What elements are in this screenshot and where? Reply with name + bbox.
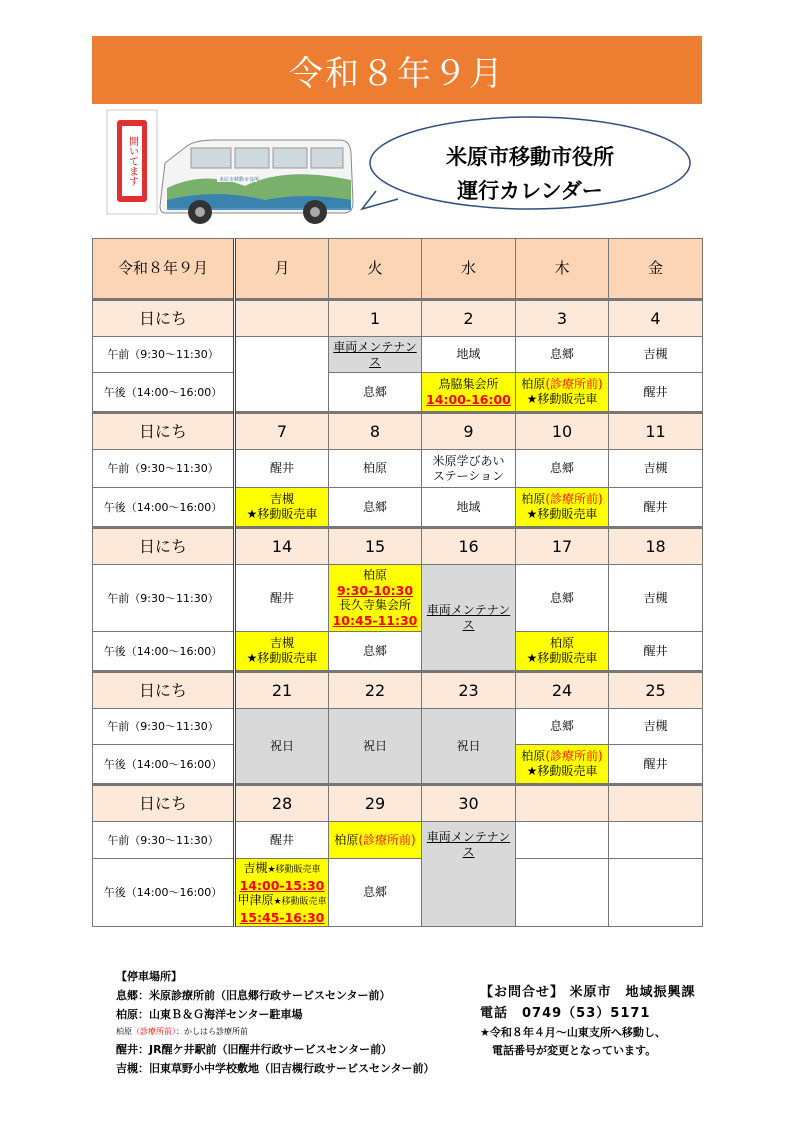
schedule-cell <box>516 632 609 672</box>
day-label: 日にち <box>93 672 235 709</box>
sign-text: 開いてます <box>126 136 138 186</box>
schedule-cell: 息郷 <box>329 859 422 927</box>
pm-label: 午後（14:00～16:00） <box>93 488 235 528</box>
holiday-cell: 祝日 <box>329 709 422 785</box>
schedule-cell <box>235 488 329 528</box>
schedule-cell: 醒井 <box>235 450 329 488</box>
place-name: 鳥脇集会所 <box>438 377 499 391</box>
am-label: 午前（9:30～11:30） <box>93 337 235 373</box>
schedule-cell: 吉槻 <box>609 337 703 373</box>
place-name: 米原学びあい <box>432 453 505 468</box>
schedule-cell: 醒井 <box>235 822 329 859</box>
date-cell: 10 <box>516 413 609 450</box>
date-cell: 23 <box>422 672 516 709</box>
stop-location: 柏原：山東Ｂ＆Ｇ海洋センター駐車場 <box>116 1008 303 1021</box>
weekday-fri: 金 <box>609 239 703 300</box>
date-cell: 8 <box>329 413 422 450</box>
place-name: 柏原 <box>521 377 546 391</box>
schedule-cell <box>609 859 703 927</box>
schedule-cell: 息郷 <box>516 565 609 632</box>
schedule-cell <box>235 632 329 672</box>
place-name: 長久寺集会所 <box>338 598 411 612</box>
schedule-cell <box>422 450 516 488</box>
bubble-title <box>400 140 660 208</box>
schedule-cell: 車両メンテナンス <box>422 822 516 927</box>
schedule-cell <box>516 822 609 859</box>
date-cell: 9 <box>422 413 516 450</box>
van-side-text: 米原市移動市役所 <box>219 177 260 183</box>
place-name: 柏原 <box>549 636 574 650</box>
place-name: 柏原 <box>334 832 359 847</box>
bubble-title-line1: 米原市移動市役所 <box>446 145 614 169</box>
schedule-cell <box>329 565 422 632</box>
place-note: (診療所前) <box>545 377 603 391</box>
place-note: (診療所前) <box>545 492 603 506</box>
stop-locations-heading: 【停車場所】 <box>116 970 182 983</box>
day-label: 日にち <box>93 528 235 565</box>
schedule-cell: 吉槻 <box>609 565 703 632</box>
weekday-tue: 火 <box>329 239 422 300</box>
schedule-cell: 醒井 <box>235 565 329 632</box>
schedule-cell: 地域 <box>422 337 516 373</box>
contact-phone: 電話 0749（53）5171 <box>480 1006 651 1021</box>
place-name: 柏原 <box>521 492 546 506</box>
schedule-cell: 地域 <box>422 488 516 528</box>
date-cell: 24 <box>516 672 609 709</box>
schedule-cell <box>516 745 609 785</box>
schedule-cell <box>516 859 609 927</box>
contact-info <box>480 982 696 1060</box>
schedule-cell <box>516 373 609 413</box>
mobile-shop-note: ★移動販売車 <box>526 651 598 665</box>
date-cell <box>516 785 609 822</box>
date-cell: 28 <box>235 785 329 822</box>
schedule-cell: 醒井 <box>609 632 703 672</box>
schedule-cell: 醒井 <box>609 745 703 785</box>
date-cell: 11 <box>609 413 703 450</box>
schedule-cell <box>329 822 422 859</box>
contact-heading: 【お問合せ】 米原市 地域振興課 <box>480 985 696 1000</box>
pm-label: 午後（14:00～16:00） <box>93 745 235 785</box>
mobile-shop-note: ★移動販売車 <box>526 507 598 521</box>
place-name: 柏原 <box>521 749 546 763</box>
weekday-mon: 月 <box>235 239 329 300</box>
mobile-shop-note: ★移動販売車 <box>246 651 318 665</box>
date-cell <box>235 300 329 337</box>
date-cell: 25 <box>609 672 703 709</box>
mobile-shop-note: ★移動販売車 <box>267 864 321 875</box>
schedule-cell <box>235 859 329 927</box>
time-range: 14:00-15:30 <box>239 877 325 893</box>
am-label: 午前（9:30～11:30） <box>93 822 235 859</box>
bubble-title-line2: 運行カレンダー <box>457 179 603 203</box>
schedule-cell: 車両メンテナンス <box>329 337 422 373</box>
date-cell: 29 <box>329 785 422 822</box>
date-cell: 16 <box>422 528 516 565</box>
schedule-cell: 醒井 <box>609 373 703 413</box>
day-label: 日にち <box>93 413 235 450</box>
place-name: ステーション <box>432 468 505 483</box>
schedule-cell <box>609 822 703 859</box>
date-cell: 2 <box>422 300 516 337</box>
place-note: (診療所前) <box>358 832 416 847</box>
time-range: 9:30-10:30 <box>336 583 414 598</box>
schedule-cell: 息郷 <box>329 488 422 528</box>
am-label: 午前（9:30～11:30） <box>93 450 235 488</box>
calendar-month-header: 令和８年９月 <box>93 239 235 300</box>
time-range: 10:45-11:30 <box>332 613 418 628</box>
schedule-cell: 息郷 <box>516 337 609 373</box>
weekday-thu: 木 <box>516 239 609 300</box>
schedule-cell: 息郷 <box>516 450 609 488</box>
contact-note: 電話番号が変更となっています。 <box>492 1044 657 1057</box>
date-cell <box>609 785 703 822</box>
schedule-cell: 醒井 <box>609 488 703 528</box>
schedule-cell <box>422 373 516 413</box>
mobile-shop-note: ★移動販売車 <box>246 507 318 521</box>
am-label: 午前（9:30～11:30） <box>93 565 235 632</box>
van-illustration <box>105 108 365 228</box>
date-cell: 21 <box>235 672 329 709</box>
pm-label: 午後（14:00～16:00） <box>93 859 235 927</box>
stop-location: 吉槻：旧東草野小中学校敷地（旧吉槻行政サービスセンター前） <box>116 1062 435 1075</box>
stop-location-sub <box>116 1024 435 1040</box>
place-name: 吉槻 <box>269 636 294 650</box>
page-title: 令和８年９月 <box>92 36 702 104</box>
weekday-wed: 水 <box>422 239 516 300</box>
date-cell: 18 <box>609 528 703 565</box>
date-cell: 1 <box>329 300 422 337</box>
date-cell: 4 <box>609 300 703 337</box>
date-cell: 15 <box>329 528 422 565</box>
stop-locations <box>116 967 435 1078</box>
place-name: 柏原 <box>362 568 387 582</box>
am-label: 午前（9:30～11:30） <box>93 709 235 745</box>
holiday-cell: 祝日 <box>422 709 516 785</box>
date-cell: 3 <box>516 300 609 337</box>
time-range: 14:00-16:00 <box>426 392 511 407</box>
date-cell: 7 <box>235 413 329 450</box>
stop-location: 醒井：JR醒ケ井駅前（旧醒井行政サービスセンター前） <box>116 1043 393 1056</box>
sub-place: 柏原 <box>116 1027 132 1036</box>
contact-note: ★令和８年４月～山東支所へ移動し、 <box>480 1026 666 1039</box>
day-label: 日にち <box>93 785 235 822</box>
holiday-cell: 祝日 <box>235 709 329 785</box>
schedule-cell: 車両メンテナンス <box>422 565 516 672</box>
date-cell: 14 <box>235 528 329 565</box>
schedule-cell <box>235 337 329 413</box>
sub-note: （診療所前） <box>132 1027 176 1036</box>
place-note: (診療所前) <box>545 749 603 763</box>
place-name: 甲津原 <box>237 892 274 907</box>
schedule-cell: 吉槻 <box>609 709 703 745</box>
date-cell: 22 <box>329 672 422 709</box>
schedule-cell: 柏原 <box>329 450 422 488</box>
operation-calendar <box>92 238 703 927</box>
mobile-shop-note: ★移動販売車 <box>526 392 598 406</box>
mobile-shop-note: ★移動販売車 <box>526 764 598 778</box>
pm-label: 午後（14:00～16:00） <box>93 373 235 413</box>
place-name: 吉槻 <box>269 492 294 506</box>
schedule-cell: 息郷 <box>329 373 422 413</box>
date-cell: 17 <box>516 528 609 565</box>
schedule-cell <box>516 488 609 528</box>
place-name: 吉槻 <box>243 860 268 875</box>
schedule-cell: 息郷 <box>516 709 609 745</box>
schedule-cell: 息郷 <box>329 632 422 672</box>
schedule-cell: 吉槻 <box>609 450 703 488</box>
stop-location: 息郷：米原診療所前（旧息郷行政サービスセンター前） <box>116 989 391 1002</box>
date-cell: 30 <box>422 785 516 822</box>
sub-detail: ：かしはら診療所前 <box>176 1027 248 1036</box>
mobile-shop-note: ★移動販売車 <box>273 896 327 907</box>
time-range: 15:45-16:30 <box>239 909 325 925</box>
pm-label: 午後（14:00～16:00） <box>93 632 235 672</box>
day-label: 日にち <box>93 300 235 337</box>
